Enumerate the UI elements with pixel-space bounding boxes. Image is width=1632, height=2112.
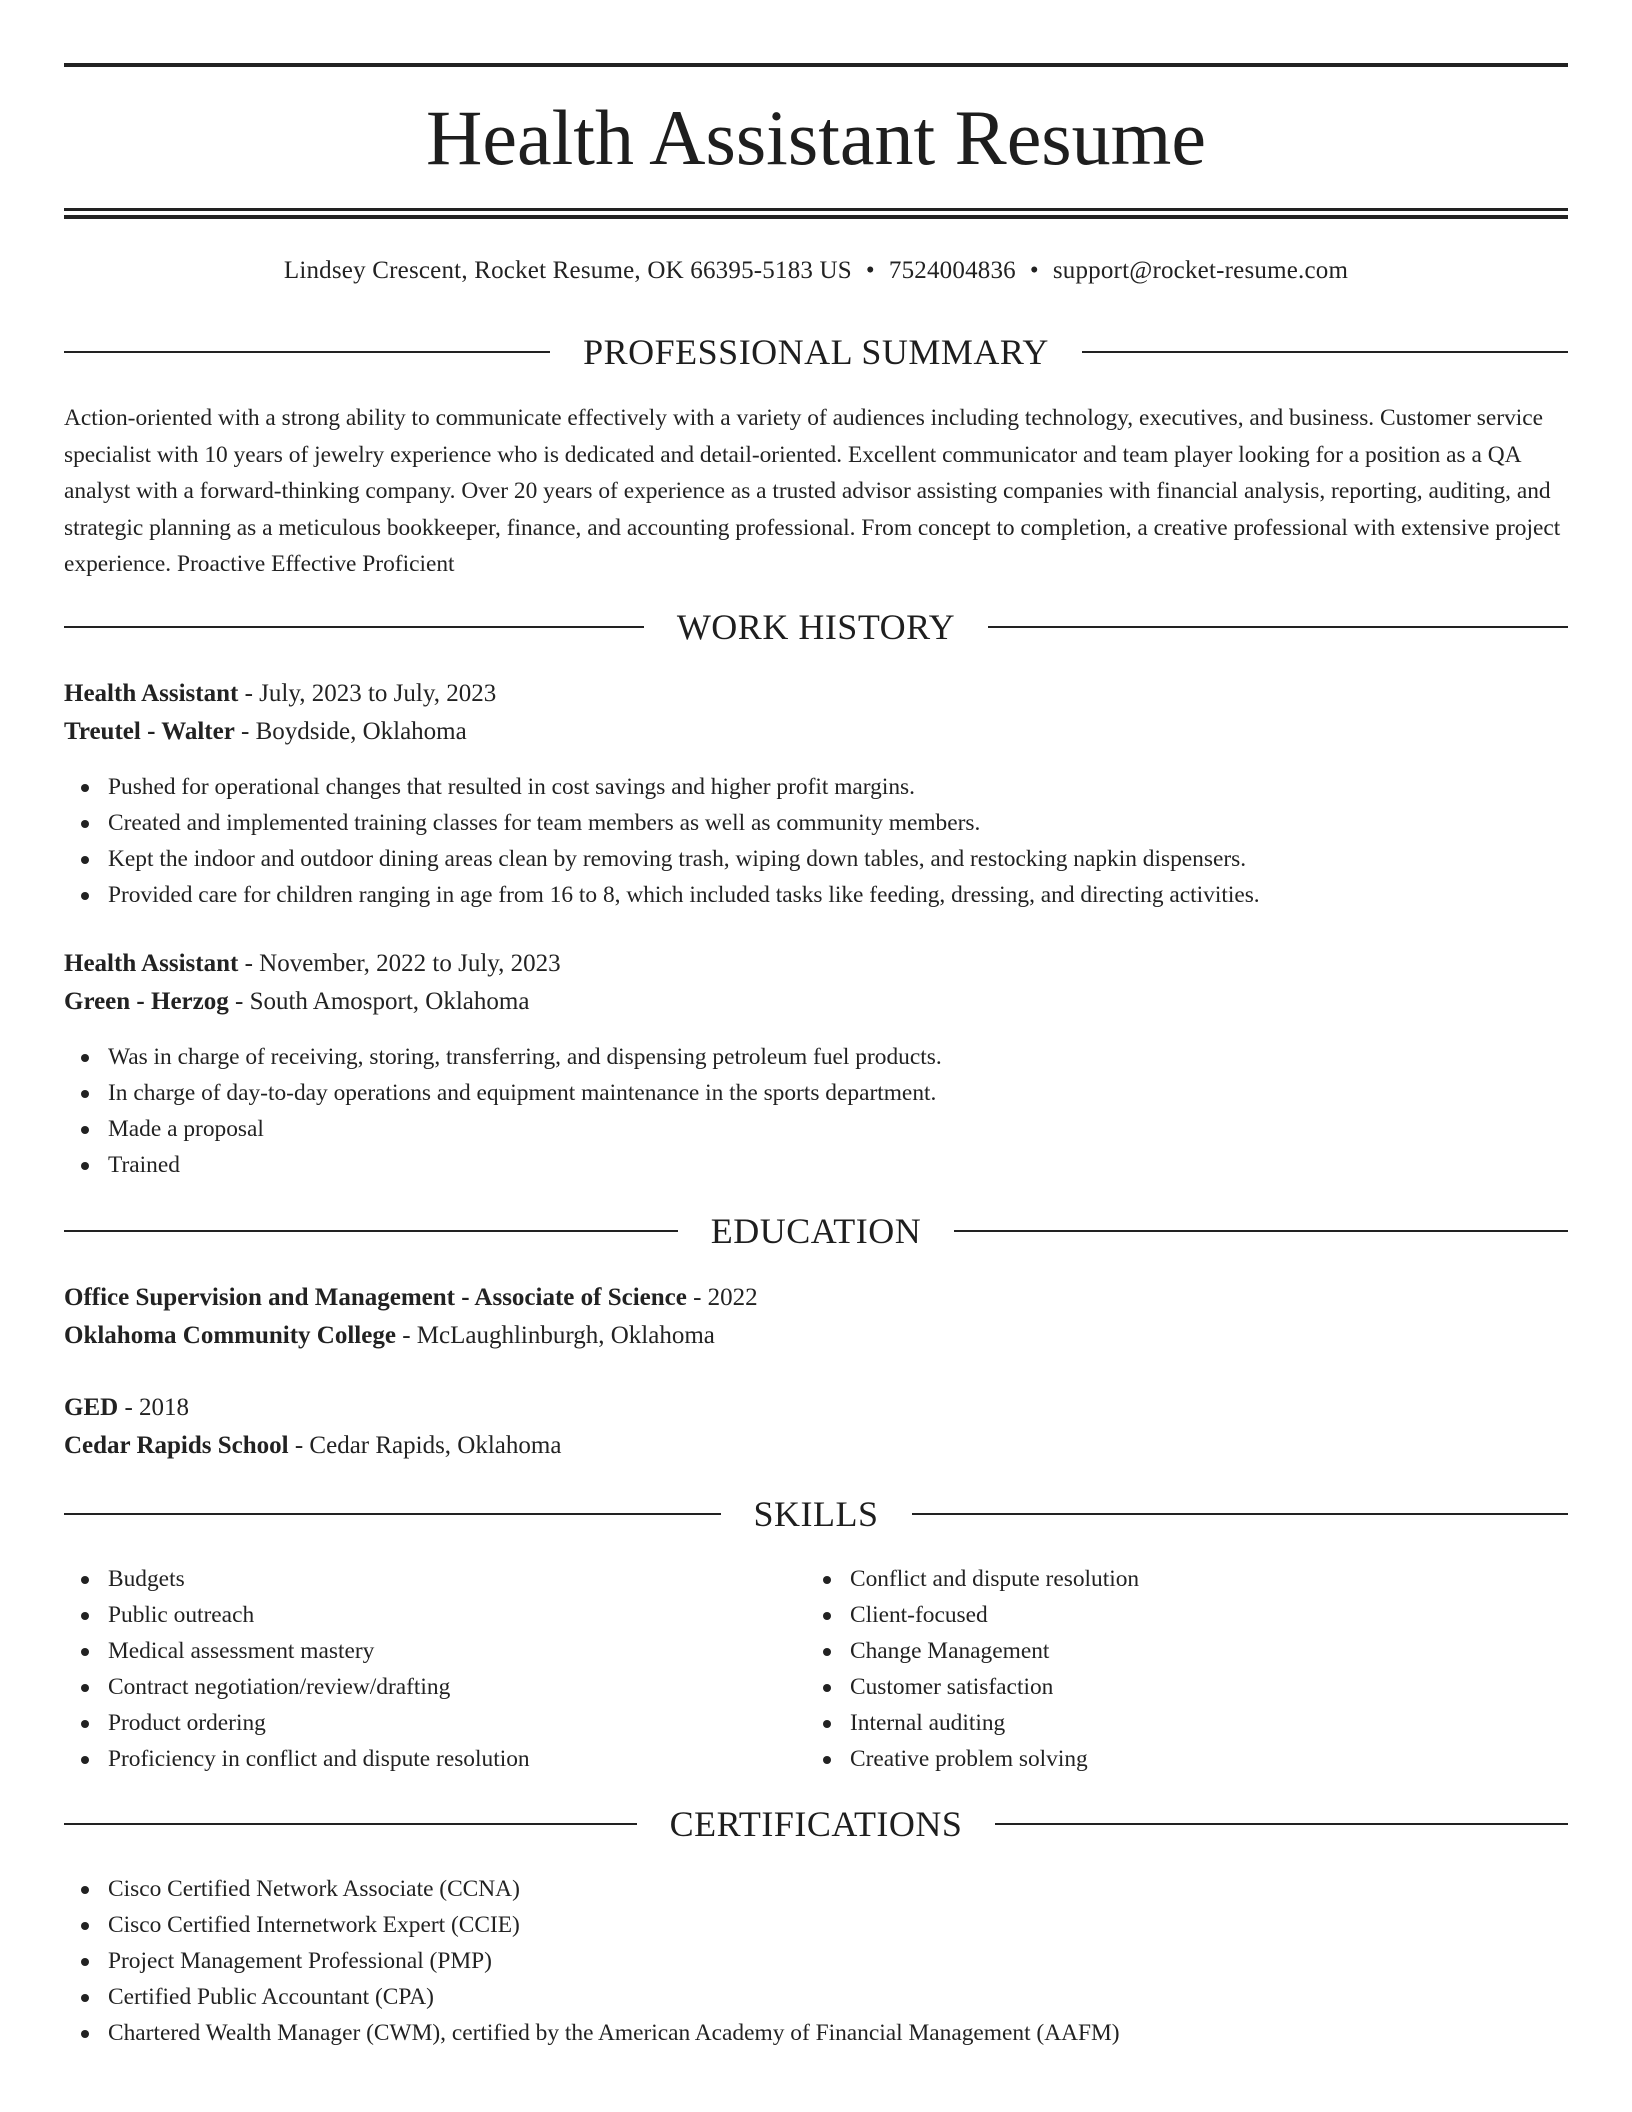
section-heading-certifications xyxy=(64,1802,1568,1846)
job-company-line xyxy=(64,714,1568,750)
resume-title: Health Assistant Resume xyxy=(426,94,1206,181)
list-item: Client-focused xyxy=(806,1597,1139,1633)
list-item: Public outreach xyxy=(64,1597,530,1633)
list-item: Trained xyxy=(64,1147,942,1183)
contact-line xyxy=(64,254,1568,288)
job-dates: - July, 2023 to July, 2023 xyxy=(238,680,497,707)
heading-rule xyxy=(64,1823,637,1825)
header-double-rule-upper xyxy=(64,208,1568,211)
job-location: - South Amosport, Oklahoma xyxy=(228,988,530,1015)
list-item: Cisco Certified Internetwork Expert (CCIE) xyxy=(64,1907,1120,1943)
list-item: Cisco Certified Network Associate (CCNA) xyxy=(64,1871,1120,1907)
list-item: Contract negotiation/review/drafting xyxy=(64,1669,530,1705)
list-item: Customer satisfaction xyxy=(806,1669,1139,1705)
heading-rule xyxy=(64,1230,678,1232)
contact-separator: • xyxy=(865,257,875,284)
job-title: Health Assistant xyxy=(64,680,239,707)
contact-address: Lindsey Crescent, Rocket Resume, OK 66395-5183 US xyxy=(283,257,852,284)
contact-separator: • xyxy=(1029,257,1039,284)
list-item: Creative problem solving xyxy=(806,1741,1139,1777)
section-heading-education xyxy=(64,1209,1568,1253)
job-company: Treutel - Walter xyxy=(64,718,235,745)
list-item: Created and implemented training classes for team members as well as community members. xyxy=(64,805,1260,841)
job-company-line xyxy=(64,984,1568,1020)
section-title: SKILLS xyxy=(753,1494,879,1534)
education-degree-line xyxy=(64,1280,1568,1316)
list-item: Chartered Wealth Manager (CWM), certified by the American Academy of Financial Management (AAFM) xyxy=(64,2015,1120,2051)
contact-email: support@rocket-resume.com xyxy=(1052,257,1349,284)
education-year: - 2022 xyxy=(686,1284,758,1311)
skills-list-right xyxy=(806,1561,1139,1777)
list-item: Proficiency in conflict and dispute resolution xyxy=(64,1741,530,1777)
list-item: Internal auditing xyxy=(806,1705,1139,1741)
job-duties-list xyxy=(64,769,1260,913)
section-heading-summary xyxy=(64,330,1568,374)
education-school-line xyxy=(64,1318,1568,1354)
heading-rule xyxy=(1082,351,1568,353)
education-school-line xyxy=(64,1428,1568,1464)
job-duties-list xyxy=(64,1039,942,1183)
list-item: Change Management xyxy=(806,1633,1139,1669)
certifications-list xyxy=(64,1871,1120,2051)
list-item: Kept the indoor and outdoor dining areas clean by removing trash, wiping down tables, and restocking napkin dispensers. xyxy=(64,841,1260,877)
list-item: In charge of day-to-day operations and equipment maintenance in the sports department. xyxy=(64,1075,942,1111)
job-company: Green - Herzog xyxy=(64,988,229,1015)
contact-phone: 7524004836 xyxy=(888,257,1016,284)
heading-rule xyxy=(912,1513,1569,1515)
job-location: - Boydside, Oklahoma xyxy=(234,718,467,745)
list-item: Was in charge of receiving, storing, transferring, and dispensing petroleum fuel products. xyxy=(64,1039,942,1075)
job-dates: - November, 2022 to July, 2023 xyxy=(238,950,561,977)
list-item: Provided care for children ranging in age from 16 to 8, which included tasks like feeding, dressing, and directing activities. xyxy=(64,877,1260,913)
heading-rule xyxy=(64,626,644,628)
heading-rule xyxy=(64,351,550,353)
heading-rule xyxy=(995,1823,1568,1825)
list-item: Project Management Professional (PMP) xyxy=(64,1943,1120,1979)
heading-rule xyxy=(988,626,1568,628)
education-degree-line xyxy=(64,1390,1568,1426)
section-heading-skills xyxy=(64,1492,1568,1536)
section-title: EDUCATION xyxy=(710,1211,922,1251)
education-location: - McLaughlinburgh, Oklahoma xyxy=(395,1322,715,1349)
list-item: Product ordering xyxy=(64,1705,530,1741)
list-item: Medical assessment mastery xyxy=(64,1633,530,1669)
section-title: WORK HISTORY xyxy=(676,607,956,647)
header-double-rule-lower xyxy=(64,215,1568,219)
education-degree: GED xyxy=(64,1394,119,1421)
job-title-line xyxy=(64,946,1568,982)
education-school: Cedar Rapids School xyxy=(64,1432,289,1459)
job-title: Health Assistant xyxy=(64,950,239,977)
heading-rule xyxy=(954,1230,1568,1232)
list-item: Certified Public Accountant (CPA) xyxy=(64,1979,1120,2015)
list-item: Pushed for operational changes that resulted in cost savings and higher profit margins. xyxy=(64,769,1260,805)
education-degree: Office Supervision and Management - Associate of Science xyxy=(64,1284,687,1311)
list-item: Made a proposal xyxy=(64,1111,942,1147)
list-item: Conflict and dispute resolution xyxy=(806,1561,1139,1597)
education-year: - 2018 xyxy=(118,1394,190,1421)
education-school: Oklahoma Community College xyxy=(64,1322,396,1349)
summary-text: Action-oriented with a strong ability to communicate effectively with a variety of audiences including technology, executives, and business. Customer service specialist with 10 years of jewelry experience who is dedicated and detail-oriented. Excellent communicator and team player looking for a position as a QA analyst with a forward-thinking company. Over 20 years of experience as a trusted advisor assisting companies with financial analysis, reporting, auditing, and strategic planning as a meticulous bookkeeper, finance, and accounting professional. From concept to completion, a creative professional with extensive project experience. Proactive Effective Proficient xyxy=(64,405,1561,577)
section-heading-work-history xyxy=(64,605,1568,649)
list-item: Budgets xyxy=(64,1561,530,1597)
header-top-rule xyxy=(64,63,1568,67)
section-title: PROFESSIONAL SUMMARY xyxy=(583,332,1049,372)
skills-list-left xyxy=(64,1561,530,1777)
heading-rule xyxy=(64,1513,721,1515)
job-title-line xyxy=(64,676,1568,712)
section-title: CERTIFICATIONS xyxy=(669,1804,963,1844)
education-location: - Cedar Rapids, Oklahoma xyxy=(288,1432,562,1459)
